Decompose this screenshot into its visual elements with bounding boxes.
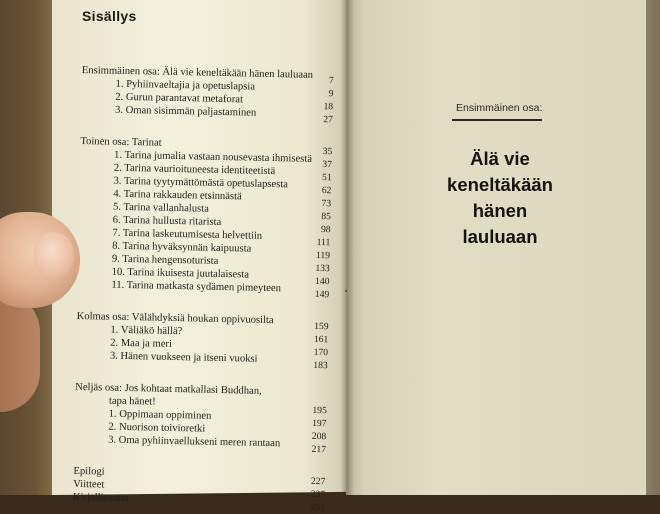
toc-entry-title: 10. Tarina ikuisesta juutalaisesta <box>111 266 250 281</box>
toc-entry-title: 2. Gurun parantavat metaforat <box>115 91 244 106</box>
part-title-line: keneltäkään <box>447 174 553 195</box>
toc-entry-title: Kolmas osa: Välähdyksiä houkan oppivuosilta <box>76 310 274 327</box>
toc-entry-title: 5. Tarina vallanhalusta <box>112 201 209 215</box>
toc-entry-title: tapa hänet! <box>108 395 156 408</box>
toc-entry-page: 227 <box>310 475 326 488</box>
toc-entry-page: 237 <box>310 488 326 501</box>
table-of-contents <box>72 64 334 514</box>
toc-entry-page: 73 <box>321 198 332 210</box>
toc-entry-title: 6. Tarina hullusta ritarista <box>112 214 222 228</box>
part-title-line: Älä vie <box>470 148 530 169</box>
toc-entry-page: 251 <box>310 501 325 514</box>
toc-entry-title: 1. Tarina jumalia vastaan nousevasta ihmisestä <box>113 149 313 165</box>
toc-entry-title: Ensimmäinen osa: Älä vie keneltäkään hänen lauluaan <box>81 64 314 81</box>
toc-entry-title: 2. Tarina vaurioituneesta identiteetistä <box>113 162 276 178</box>
toc-entry-title: Viitteet <box>73 478 105 491</box>
toc-entry-title: 9. Tarina hengensoturista <box>111 253 219 267</box>
toc-entry-title: Neljäs osa: Jos kohtaat matkallasi Buddhan, <box>75 381 262 397</box>
toc-entry-page: 27 <box>323 114 334 126</box>
toc-entry-page: 18 <box>323 101 334 113</box>
toc-entry-title: 1. Väliäkö hällä? <box>110 324 183 338</box>
toc-entry-page: 197 <box>312 417 327 430</box>
toc-entry-title: 1. Pyhiinvaeltajia ja opetuslapsia <box>115 78 256 93</box>
toc-entry-title: Toinen osa: Tarinat <box>80 135 162 149</box>
toc-entry-title: 3. Oma pyhiinvaellukseni meren rantaan <box>108 434 281 450</box>
toc-entry-page: 195 <box>312 404 327 417</box>
toc-entry-page: 208 <box>311 430 327 443</box>
toc-entry-page: 133 <box>315 262 330 275</box>
part-title <box>420 146 580 250</box>
part-title-line: lauluaan <box>462 226 538 247</box>
part-divider <box>452 119 542 121</box>
toc-entry-page: 170 <box>313 346 329 359</box>
toc-entry-page: 37 <box>322 159 333 171</box>
toc-entry-page: 159 <box>314 320 329 333</box>
thumbnail-highlight <box>34 232 74 278</box>
toc-entry-page: 9 <box>328 88 334 100</box>
toc-entry-page: 149 <box>314 288 330 301</box>
toc-entry-page: 7 <box>328 75 334 87</box>
toc-entry-title: 2. Maa ja meri <box>110 337 173 350</box>
toc-heading: Sisällys <box>82 8 137 24</box>
toc-entry-title: 4. Tarina rakkauden etsinnästä <box>113 188 242 203</box>
toc-entry-page: 183 <box>313 359 328 372</box>
part-title-line: hänen <box>472 200 528 221</box>
page-mark <box>345 290 347 292</box>
toc-entry-page: 161 <box>313 333 329 346</box>
toc-entry-page: 119 <box>315 249 331 262</box>
part-label: Ensimmäinen osa: <box>456 102 543 114</box>
toc-entry-page: 98 <box>320 224 331 236</box>
toc-entry-page: 111 <box>316 236 331 249</box>
toc-entry-page: 85 <box>321 211 331 223</box>
toc-entry-page: 51 <box>321 172 332 184</box>
book-gutter <box>340 0 354 495</box>
toc-entry-title: 3. Hänen vuokseen ja itseni vuoksi <box>109 350 258 365</box>
toc-entry-title: 3. Oman sisimmän paljastaminen <box>114 104 257 119</box>
toc-entry-page: 217 <box>311 443 327 456</box>
toc-entry-title: 8. Tarina hyväksynnän kaipuusta <box>112 240 252 255</box>
toc-entry-title: 11. Tarina matkasta sydämen pimeyteen <box>111 279 282 295</box>
toc-entry-title: Kirjallisuutta <box>72 491 129 505</box>
toc-entry-title: 1. Oppimaan oppiminen <box>108 408 212 422</box>
toc-entry-title: Epilogi <box>73 465 105 478</box>
toc-entry-title: 2. Nuorison toivioretki <box>108 421 206 435</box>
toc-entry-page: 35 <box>322 146 333 158</box>
toc-entry-page: 62 <box>321 185 332 197</box>
toc-entry-title: 3. Tarina tyytymättömästä opetuslapsesta <box>113 175 289 191</box>
toc-entry-page: 140 <box>314 275 330 288</box>
toc-entry-title: 7. Tarina laskeutumisesta helvettiin <box>112 227 263 242</box>
